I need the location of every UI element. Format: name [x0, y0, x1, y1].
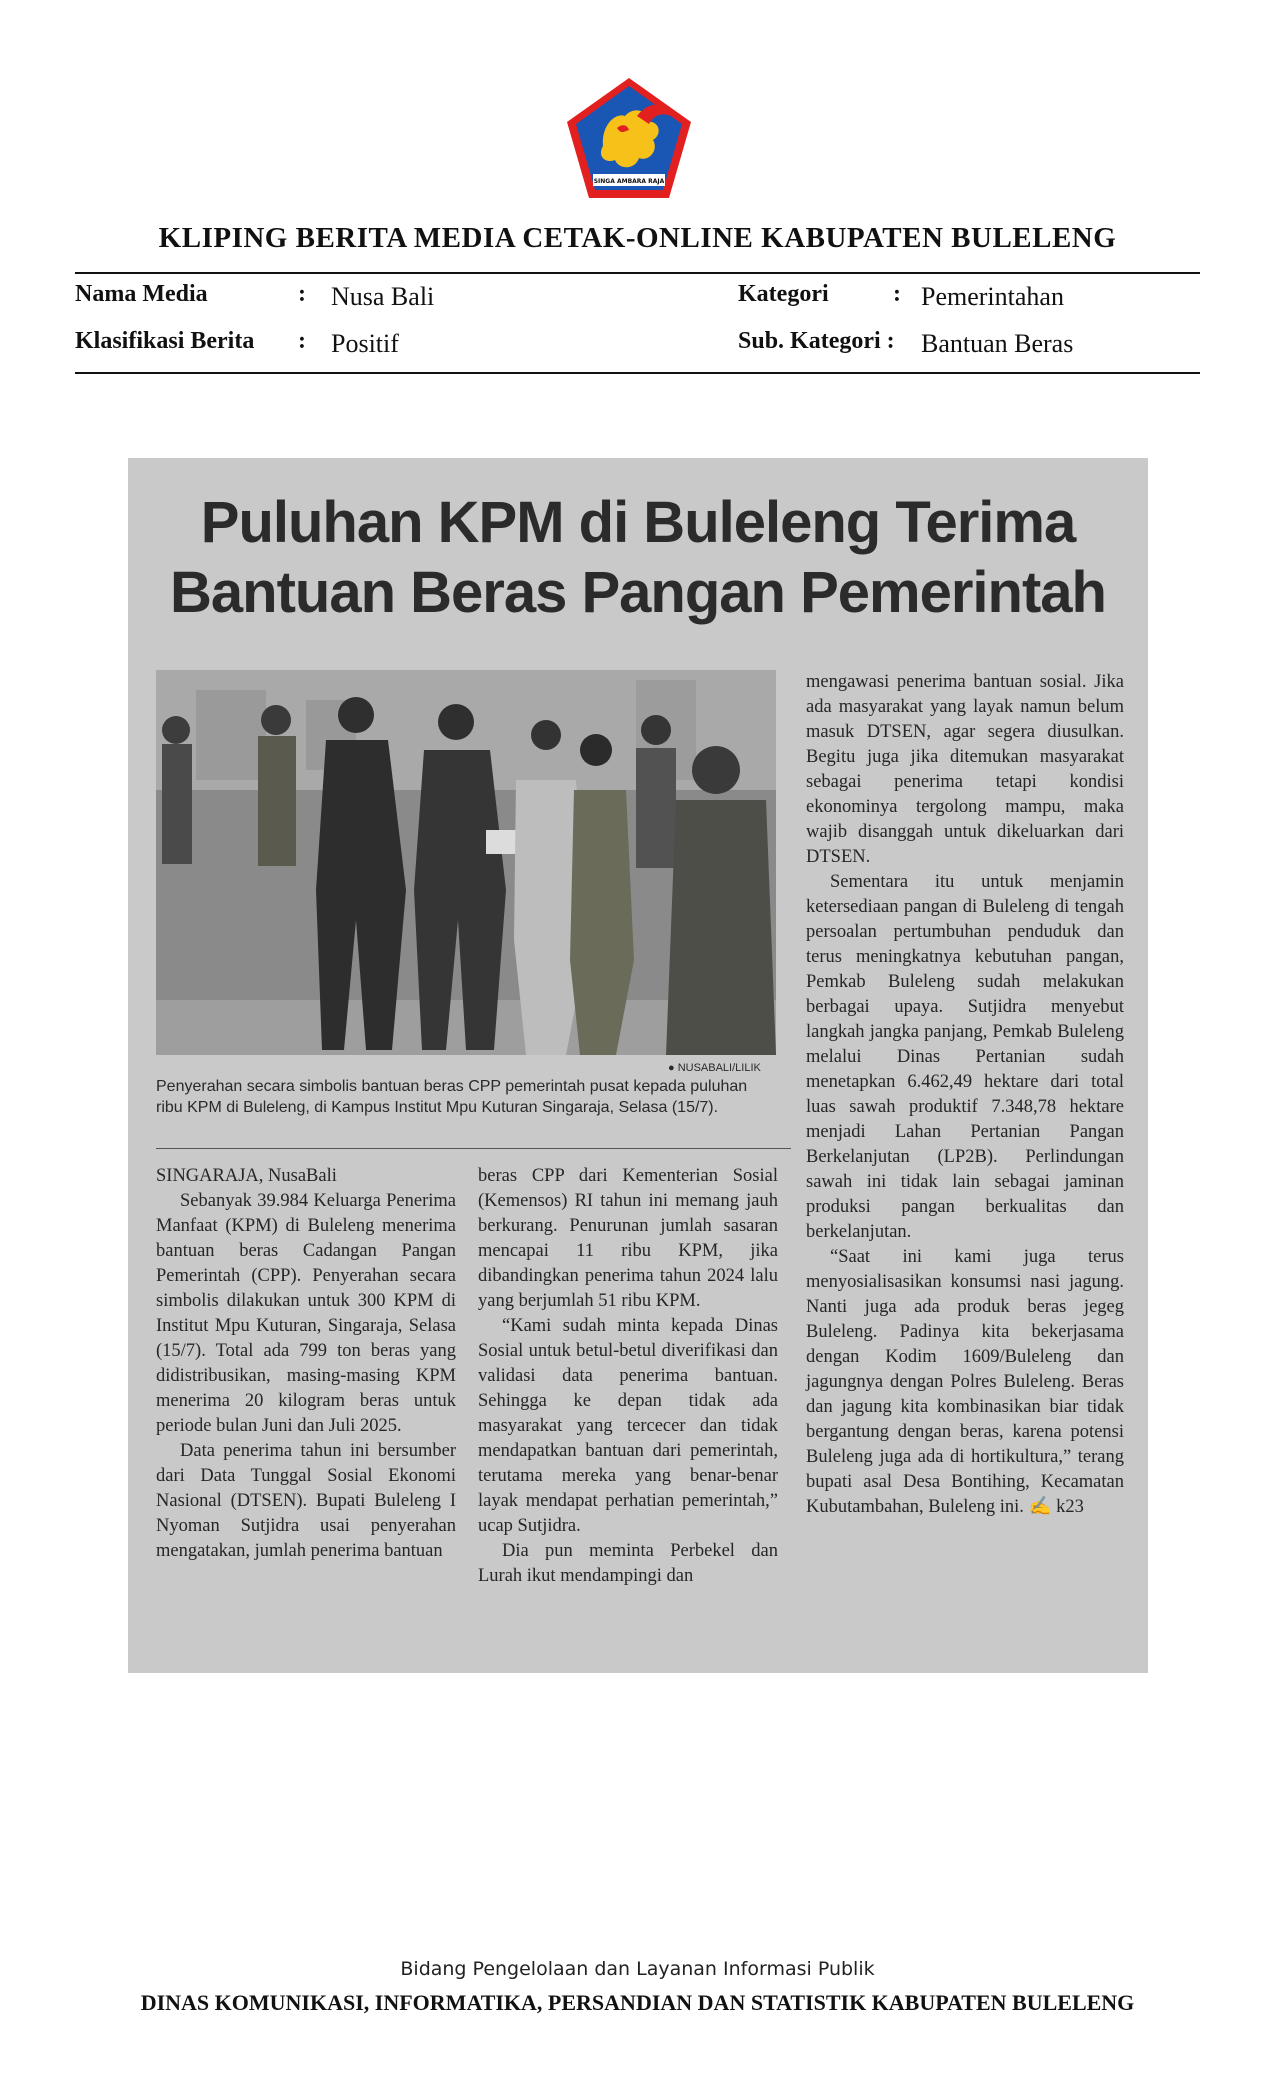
- meta-divider: [75, 372, 1200, 374]
- article-paragraph: beras CPP dari Kementerian Sosial (Kemensos) RI tahun ini memang jauh berkurang. Penurunan jumlah sasaran mencapai 11 ribu KPM, jika dibandingkan penerima tahun 2024 lalu yang berjumlah 51 ribu KPM.: [478, 1166, 778, 1311]
- subkategori-label: Sub. Kategori :: [738, 328, 895, 354]
- page-title: KLIPING BERITA MEDIA CETAK-ONLINE KABUPATEN BULELENG: [158, 222, 1117, 254]
- news-photo: [156, 670, 776, 1055]
- photo-credit: ● NUSABALI/LILIK: [668, 1062, 761, 1074]
- article-column-3: [806, 670, 1124, 1520]
- caption-divider: [156, 1148, 791, 1149]
- media-label: Nama Media: [75, 281, 208, 307]
- article-column-2: [478, 1164, 778, 1589]
- logo-text: SINGA AMBARA RAJA: [593, 178, 665, 185]
- article-paragraph: Sementara itu untuk menjamin ketersediaan pangan di Buleleng di tengah persoalan pertumbuhan penduduk dan terus meningkatnya kebutuhan pangan, Pemkab Buleleng sudah melakukan berbagai upaya. Sutjidra menyebut langkah jangka panjang, Pemkab Buleleng melalui Dinas Pertanian sudah menetapkan 6.462,49 hektare dari total luas sawah produktif 7.348,78 hektare menjadi Lahan Pertanian Pangan Berkelanjutan (LP2B). Perlindungan sawah ini tidak lain sebagai jaminan produksi pangan berkualitas dan berkelanjutan.: [806, 872, 1124, 1242]
- footer-agency: DINAS KOMUNIKASI, INFORMATIKA, PERSANDIAN DAN STATISTIK KABUPATEN BULELENG: [140, 1990, 1135, 2015]
- article-paragraph: Sebanyak 39.984 Keluarga Penerima Manfaat (KPM) di Buleleng menerima bantuan beras Cadangan Pangan Pemerintah (CPP). Penyerahan secara simbolis dilakukan untuk 300 KPM di Institut Mpu Kuturan, Singaraja, Selasa (15/7). Total ada 799 ton beras yang didistribusikan, masing-masing KPM menerima 20 kilogram beras untuk periode bulan Juni dan Juli 2025.: [156, 1191, 456, 1436]
- dateline: SINGARAJA, NusaBali: [156, 1166, 337, 1186]
- headline-line-2: Bantuan Beras Pangan Pemerintah: [170, 560, 1106, 625]
- kategori-label: Kategori: [738, 281, 829, 307]
- footer-department: Bidang Pengelolaan dan Layanan Informasi Publik: [400, 1958, 875, 1980]
- klasifikasi-colon: :: [298, 328, 306, 354]
- article-paragraph: Data penerima tahun ini bersumber dari Data Tunggal Sosial Ekonomi Nasional (DTSEN). Bupati Buleleng I Nyoman Sutjidra usai penyerahan mengatakan, jumlah penerima bantuan: [156, 1441, 456, 1561]
- article-paragraph: “Kami sudah minta kepada Dinas Sosial untuk betul-betul diverifikasi dan validasi data penerima bantuan. Sehingga ke depan tidak ada masyarakat yang tercecer dan tidak mendapatkan bantuan dari pemerintah, terutama mereka yang benar-benar layak mendapat perhatian pemerintah,” ucap Sutjidra.: [478, 1316, 778, 1536]
- klasifikasi-value: Positif: [331, 329, 399, 358]
- media-value: Nusa Bali: [331, 282, 435, 311]
- article-paragraph: “Saat ini kami juga terus menyosialisasikan konsumsi nasi jagung. Nanti juga ada produk beras jegeg Buleleng. Padinya kita bekerjasama dengan Kodim 1609/Buleleng dan jagungnya dengan Polres Buleleng. Beras dan jagung kita kombinasikan biar tidak bergantung dengan beras, karena potensi Buleleng juga ada di hortikultura,” terang bupati asal Desa Bontihing, Kecamatan Kubutambahan, Buleleng ini. ✍ k23: [806, 1247, 1124, 1517]
- header-divider: [75, 272, 1200, 274]
- article-column-1: [156, 1164, 456, 1564]
- kategori-value: Pemerintahan: [921, 282, 1064, 311]
- subkategori-value: Bantuan Beras: [921, 329, 1074, 358]
- article-paragraph: mengawasi penerima bantuan sosial. Jika ada masyarakat yang layak namun belum masuk DTSEN, agar segera diusulkan. Begitu juga jika ditemukan masyarakat sebagai penerima tetapi kondisi ekonominya tergolong mampu, maka wajib disanggah untuk dikeluarkan dari DTSEN.: [806, 672, 1124, 867]
- headline-line-1: Puluhan KPM di Buleleng Terima: [200, 490, 1076, 555]
- newspaper-clipping: [128, 458, 1148, 1673]
- kategori-colon: :: [893, 281, 901, 307]
- photo-caption: Penyerahan secara simbolis bantuan beras CPP pemerintah pusat kepada puluhan ribu KPM di Buleleng, di Kampus Institut Mpu Kuturan Singaraja, Selasa (15/7).: [156, 1078, 748, 1116]
- kabupaten-buleleng-crest-icon: [563, 76, 695, 200]
- article-paragraph: Dia pun meminta Perbekel dan Lurah ikut mendampingi dan: [478, 1541, 778, 1586]
- klasifikasi-label: Klasifikasi Berita: [75, 328, 255, 354]
- media-colon: :: [298, 281, 306, 307]
